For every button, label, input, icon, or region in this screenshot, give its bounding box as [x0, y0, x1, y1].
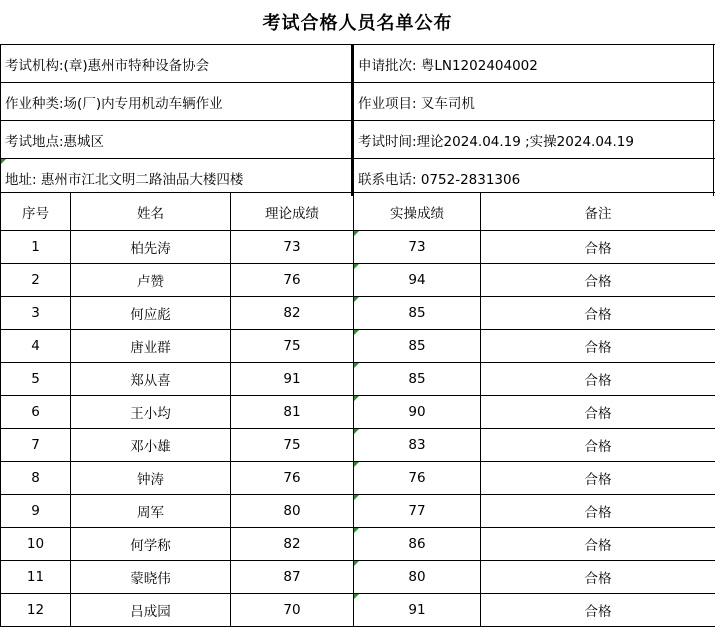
- header-theory-score: 理论成绩: [231, 193, 354, 231]
- row-name: 周军: [71, 495, 231, 528]
- table-row: [1, 297, 715, 330]
- row-remark: 合格: [481, 429, 715, 462]
- table-row: [1, 429, 715, 462]
- header-remark: 备注: [481, 193, 715, 231]
- location-cell: 考试地点:惠城区: [0, 121, 351, 158]
- row-practical-score: 85: [354, 297, 481, 330]
- row-theory-score: 80: [231, 495, 354, 528]
- row-theory-score: 70: [231, 594, 354, 627]
- row-remark: 合格: [481, 528, 715, 561]
- row-practical-score: 80: [354, 561, 481, 594]
- table-row: [1, 495, 715, 528]
- row-practical-score: 76: [354, 462, 481, 495]
- row-name: 郑从喜: [71, 363, 231, 396]
- work-type-cell: 作业种类:场(厂)内专用机动车辆作业: [0, 83, 351, 120]
- exam-info-block: [0, 44, 715, 196]
- row-name: 唐业群: [71, 330, 231, 363]
- phone-cell: 联系电话: 0752-2831306: [353, 159, 714, 196]
- row-name: 钟涛: [71, 462, 231, 495]
- row-index: 4: [1, 330, 71, 363]
- results-table: [0, 192, 715, 627]
- exam-time-cell: 考试时间:理论2024.04.19 ;实操2024.04.19: [353, 121, 714, 158]
- row-name: 邓小雄: [71, 429, 231, 462]
- row-remark: 合格: [481, 264, 715, 297]
- row-remark: 合格: [481, 462, 715, 495]
- row-index: 8: [1, 462, 71, 495]
- table-header-row: [1, 193, 715, 231]
- row-name: 蒙晓伟: [71, 561, 231, 594]
- info-row-org: [0, 44, 715, 82]
- info-row-work: [0, 82, 715, 120]
- row-theory-score: 87: [231, 561, 354, 594]
- table-row: [1, 231, 715, 264]
- row-index: 10: [1, 528, 71, 561]
- row-remark: 合格: [481, 495, 715, 528]
- row-theory-score: 82: [231, 297, 354, 330]
- row-practical-score: 85: [354, 363, 481, 396]
- row-remark: 合格: [481, 363, 715, 396]
- row-practical-score: 94: [354, 264, 481, 297]
- page-title: 考试合格人员名单公布: [262, 13, 453, 34]
- row-index: 11: [1, 561, 71, 594]
- row-remark: 合格: [481, 396, 715, 429]
- row-name: 柏先涛: [71, 231, 231, 264]
- table-row: [1, 264, 715, 297]
- row-index: 9: [1, 495, 71, 528]
- row-practical-score: 77: [354, 495, 481, 528]
- table-row: [1, 462, 715, 495]
- table-row: [1, 396, 715, 429]
- batch-cell: 申请批次: 粤LN1202404002: [353, 45, 714, 82]
- row-theory-score: 75: [231, 330, 354, 363]
- row-index: 3: [1, 297, 71, 330]
- row-index: 2: [1, 264, 71, 297]
- row-practical-score: 83: [354, 429, 481, 462]
- row-index: 1: [1, 231, 71, 264]
- row-theory-score: 81: [231, 396, 354, 429]
- info-row-address: [0, 158, 715, 196]
- header-practical-score: 实操成绩: [354, 193, 481, 231]
- table-row: [1, 594, 715, 627]
- row-theory-score: 75: [231, 429, 354, 462]
- row-practical-score: 90: [354, 396, 481, 429]
- row-index: 12: [1, 594, 71, 627]
- row-theory-score: 73: [231, 231, 354, 264]
- row-name: 卢赞: [71, 264, 231, 297]
- table-row: [1, 330, 715, 363]
- row-theory-score: 91: [231, 363, 354, 396]
- row-name: 何学称: [71, 528, 231, 561]
- address-cell: 地址: 惠州市江北文明二路油品大楼四楼: [0, 159, 351, 196]
- row-remark: 合格: [481, 594, 715, 627]
- row-remark: 合格: [481, 297, 715, 330]
- work-item-cell: 作业项目: 叉车司机: [353, 83, 714, 120]
- row-index: 6: [1, 396, 71, 429]
- row-name: 王小均: [71, 396, 231, 429]
- table-row: [1, 363, 715, 396]
- row-theory-score: 82: [231, 528, 354, 561]
- table-row: [1, 528, 715, 561]
- header-index: 序号: [1, 193, 71, 231]
- row-practical-score: 86: [354, 528, 481, 561]
- row-practical-score: 73: [354, 231, 481, 264]
- exam-org-cell: 考试机构:(章)惠州市特种设备协会: [0, 45, 351, 82]
- row-practical-score: 91: [354, 594, 481, 627]
- row-theory-score: 76: [231, 462, 354, 495]
- row-remark: 合格: [481, 330, 715, 363]
- info-row-location: [0, 120, 715, 158]
- row-remark: 合格: [481, 231, 715, 264]
- row-name: 吕成园: [71, 594, 231, 627]
- row-practical-score: 85: [354, 330, 481, 363]
- row-name: 何应彪: [71, 297, 231, 330]
- row-remark: 合格: [481, 561, 715, 594]
- table-row: [1, 561, 715, 594]
- row-index: 5: [1, 363, 71, 396]
- row-theory-score: 76: [231, 264, 354, 297]
- row-index: 7: [1, 429, 71, 462]
- header-name: 姓名: [71, 193, 231, 231]
